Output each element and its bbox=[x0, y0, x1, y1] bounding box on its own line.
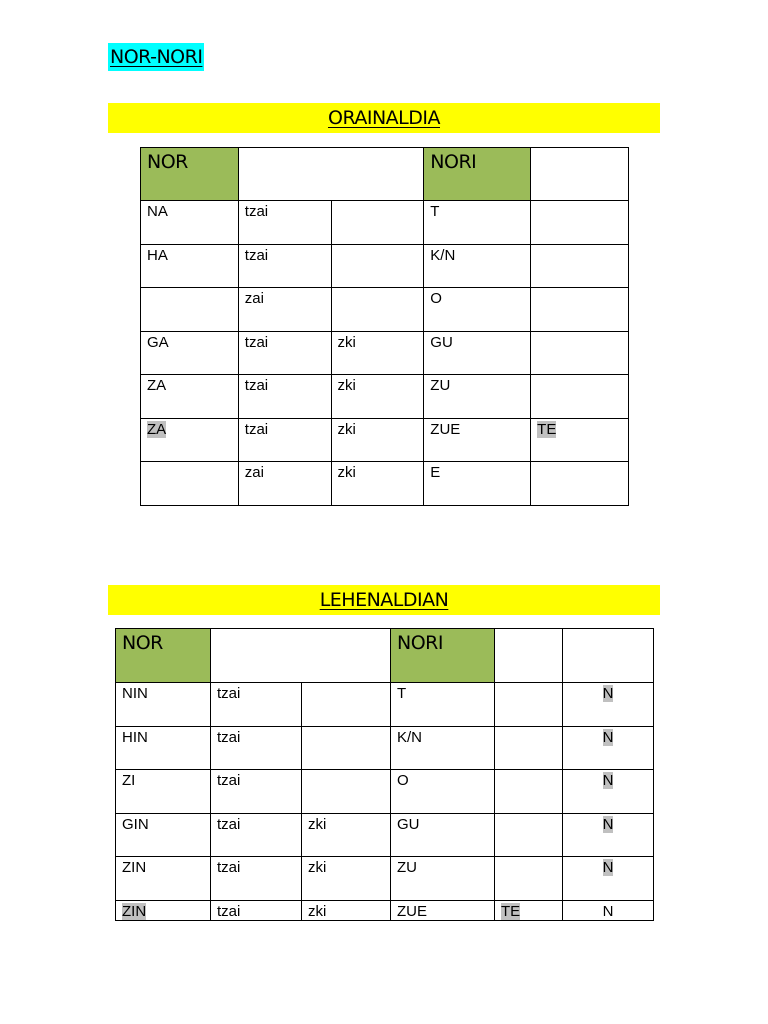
table-cell bbox=[531, 331, 629, 375]
table-cell: GIN bbox=[116, 813, 211, 857]
table-cell: GU bbox=[391, 813, 495, 857]
highlighted-text: N bbox=[602, 772, 614, 790]
table-cell bbox=[563, 857, 654, 901]
table-cell bbox=[563, 726, 654, 770]
table-cell: ZUE bbox=[391, 900, 495, 920]
table-cell bbox=[331, 288, 424, 332]
table-row bbox=[141, 244, 629, 288]
table-cell: K/N bbox=[424, 244, 531, 288]
table-cell bbox=[531, 288, 629, 332]
table-cell: tzai bbox=[238, 331, 331, 375]
table-header-row bbox=[116, 629, 654, 683]
header-cell bbox=[495, 629, 563, 683]
table-cell: zki bbox=[331, 462, 424, 506]
table-cell: NIN bbox=[116, 683, 211, 727]
highlighted-text: TE bbox=[501, 902, 521, 920]
table-cell: tzai bbox=[211, 683, 302, 727]
table-row bbox=[141, 201, 629, 245]
table-cell: tzai bbox=[211, 813, 302, 857]
table-cell: tzai bbox=[211, 770, 302, 814]
highlighted-text: N bbox=[602, 685, 614, 702]
header-cell: NOR bbox=[116, 629, 211, 683]
table-cell: HIN bbox=[116, 726, 211, 770]
header-cell: NOR bbox=[141, 148, 239, 201]
table-cell: zki bbox=[302, 900, 391, 920]
table-cell: GU bbox=[424, 331, 531, 375]
table-cell: tzai bbox=[238, 244, 331, 288]
highlighted-text: N bbox=[602, 859, 614, 877]
table-cell bbox=[141, 462, 239, 506]
table-row bbox=[116, 683, 654, 727]
table-row bbox=[141, 331, 629, 375]
header-cell: NORI bbox=[391, 629, 495, 683]
section-heading-orainaldia: ORAINALDIA bbox=[108, 103, 660, 133]
table-cell: HA bbox=[141, 244, 239, 288]
orainaldia-table bbox=[140, 147, 629, 506]
table-row bbox=[116, 813, 654, 857]
table-cell bbox=[495, 813, 563, 857]
table-row bbox=[141, 418, 629, 462]
table-cell bbox=[563, 813, 654, 857]
table-cell: ZUE bbox=[424, 418, 531, 462]
table-cell: zki bbox=[302, 857, 391, 901]
table-row bbox=[116, 726, 654, 770]
table-cell: zai bbox=[238, 288, 331, 332]
table-row bbox=[141, 288, 629, 332]
table-cell: ZIN bbox=[116, 857, 211, 901]
table-cell bbox=[531, 244, 629, 288]
table-cell: tzai bbox=[238, 201, 331, 245]
table-cell bbox=[302, 726, 391, 770]
table-row bbox=[116, 770, 654, 814]
highlighted-text: N bbox=[602, 728, 614, 746]
table-cell bbox=[531, 462, 629, 506]
table-cell bbox=[141, 418, 239, 462]
highlighted-text: ZIN bbox=[122, 902, 147, 920]
table-cell bbox=[495, 857, 563, 901]
table-cell: T bbox=[424, 201, 531, 245]
table-cell: tzai bbox=[211, 857, 302, 901]
table-cell: O bbox=[424, 288, 531, 332]
header-cell bbox=[563, 629, 654, 683]
lehenaldian-table bbox=[115, 628, 654, 921]
table-cell: zki bbox=[331, 331, 424, 375]
table-cell bbox=[563, 683, 654, 727]
table-cell: tzai bbox=[238, 418, 331, 462]
table-cell: zki bbox=[331, 418, 424, 462]
table-cell bbox=[331, 244, 424, 288]
table-cell: E bbox=[424, 462, 531, 506]
table-cell bbox=[531, 375, 629, 419]
table-cell bbox=[531, 418, 629, 462]
table-cell bbox=[302, 683, 391, 727]
table-cell: K/N bbox=[391, 726, 495, 770]
header-cell bbox=[211, 629, 391, 683]
table-cell: GA bbox=[141, 331, 239, 375]
header-cell bbox=[238, 148, 424, 201]
table-cell bbox=[302, 770, 391, 814]
table-row bbox=[116, 900, 654, 920]
table-cell bbox=[495, 900, 563, 920]
table-cell bbox=[495, 770, 563, 814]
table-cell: zki bbox=[302, 813, 391, 857]
table-cell bbox=[116, 900, 211, 920]
table-cell: O bbox=[391, 770, 495, 814]
table-cell: NA bbox=[141, 201, 239, 245]
header-cell bbox=[531, 148, 629, 201]
table-row bbox=[116, 857, 654, 901]
section-heading-lehenaldian: LEHENALDIAN bbox=[108, 585, 660, 615]
table-cell: ZA bbox=[141, 375, 239, 419]
table-cell bbox=[531, 201, 629, 245]
table-cell bbox=[495, 683, 563, 727]
highlighted-text: N bbox=[602, 815, 614, 833]
table-cell bbox=[331, 201, 424, 245]
page-title: NOR-NORI bbox=[108, 43, 204, 71]
table-cell: zki bbox=[331, 375, 424, 419]
table-cell: ZU bbox=[424, 375, 531, 419]
table-cell: tzai bbox=[238, 375, 331, 419]
table-cell: ZI bbox=[116, 770, 211, 814]
table-cell: tzai bbox=[211, 900, 302, 920]
table-header-row bbox=[141, 148, 629, 201]
table-row bbox=[141, 375, 629, 419]
header-cell: NORI bbox=[424, 148, 531, 201]
table-cell bbox=[563, 770, 654, 814]
table-row bbox=[141, 462, 629, 506]
table-cell bbox=[495, 726, 563, 770]
highlighted-text: ZA bbox=[147, 420, 167, 438]
highlighted-text: TE bbox=[537, 420, 557, 438]
table-cell: zai bbox=[238, 462, 331, 506]
table-cell: ZU bbox=[391, 857, 495, 901]
table-cell: T bbox=[391, 683, 495, 727]
table-cell: tzai bbox=[211, 726, 302, 770]
table-cell: N bbox=[563, 900, 654, 920]
table-cell bbox=[141, 288, 239, 332]
